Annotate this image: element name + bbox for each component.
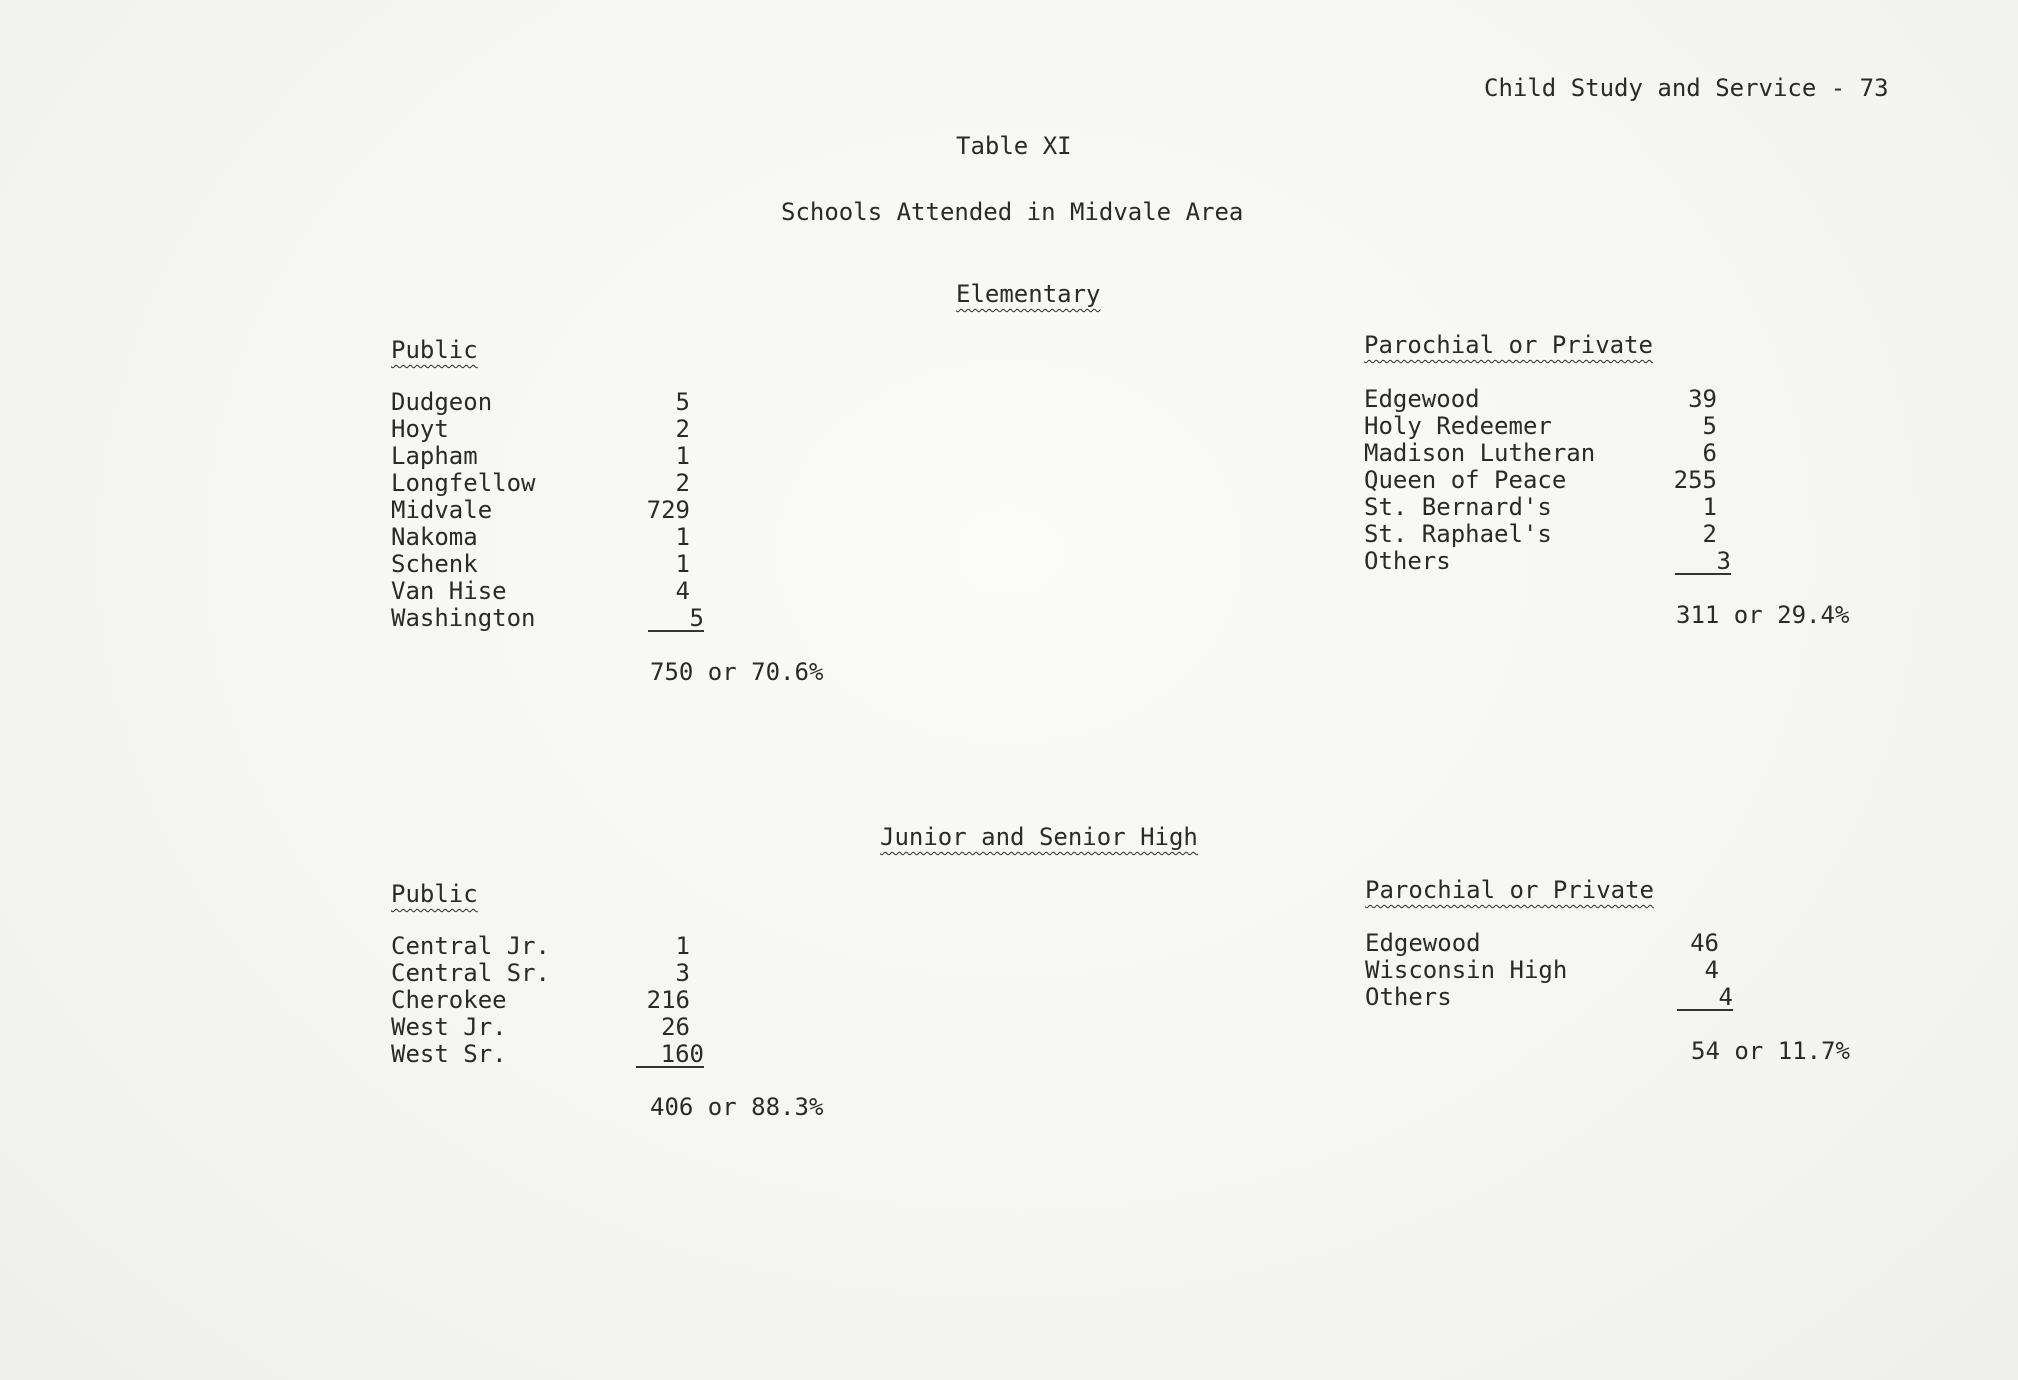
list-item-count: 255 <box>1673 466 1717 494</box>
list-item: Van Hise <box>391 577 507 605</box>
list-item-count: 729 <box>646 496 690 524</box>
high-private-total: 54 or 11.7% <box>1691 1037 1850 1065</box>
list-item-count: 4 <box>675 577 690 605</box>
list-item-count: 1 <box>675 523 690 551</box>
list-item-count: 5 <box>648 606 704 632</box>
list-item: Others <box>1365 983 1452 1011</box>
list-item-count: 4 <box>1704 956 1719 984</box>
list-item-count: 1 <box>675 932 690 960</box>
list-item: West Sr. <box>391 1040 507 1068</box>
list-item: St. Raphael's <box>1364 520 1552 548</box>
list-item-count: 26 <box>661 1013 690 1041</box>
list-item: West Jr. <box>391 1013 507 1041</box>
list-item-count: 2 <box>675 469 690 497</box>
list-item: Wisconsin High <box>1365 956 1568 984</box>
elementary-private-heading: Parochial or Private <box>1364 331 1653 359</box>
list-item-count: 5 <box>675 388 690 416</box>
list-item-count: 2 <box>675 415 690 443</box>
list-item-count: 216 <box>646 986 690 1014</box>
high-public-heading: Public <box>391 880 478 908</box>
list-item: Holy Redeemer <box>1364 412 1552 440</box>
list-item: Central Jr. <box>391 932 550 960</box>
list-item: St. Bernard's <box>1364 493 1552 521</box>
list-item-count: 6 <box>1702 439 1717 467</box>
list-item: Others <box>1364 547 1451 575</box>
list-item-count: 160 <box>636 1042 704 1068</box>
list-item: Cherokee <box>391 986 507 1014</box>
high-private-heading: Parochial or Private <box>1365 876 1654 904</box>
list-item-count: 2 <box>1702 520 1717 548</box>
list-item-count: 4 <box>1677 985 1733 1011</box>
running-header: Child Study and Service - 73 <box>1484 74 1889 102</box>
list-item: Washington <box>391 604 536 632</box>
list-item: Central Sr. <box>391 959 550 987</box>
list-item: Edgewood <box>1365 929 1481 957</box>
list-item: Madison Lutheran <box>1364 439 1596 467</box>
elementary-public-total: 750 or 70.6% <box>650 658 824 686</box>
high-heading: Junior and Senior High <box>880 823 1198 851</box>
list-item-count: 46 <box>1690 929 1719 957</box>
high-public-total: 406 or 88.3% <box>650 1093 824 1121</box>
list-item: Edgewood <box>1364 385 1480 413</box>
list-item: Midvale <box>391 496 493 524</box>
list-item-count: 3 <box>1675 549 1731 575</box>
elementary-private-total: 311 or 29.4% <box>1676 601 1850 629</box>
list-item-count: 3 <box>675 959 690 987</box>
list-item-count: 1 <box>1702 493 1717 521</box>
list-item: Queen of Peace <box>1364 466 1567 494</box>
list-item: Dudgeon <box>391 388 493 416</box>
list-item-count: 1 <box>675 550 690 578</box>
list-item: Lapham <box>391 442 478 470</box>
list-item-count: 5 <box>1702 412 1717 440</box>
table-label: Table XI <box>956 132 1072 160</box>
list-item-count: 1 <box>675 442 690 470</box>
elementary-public-heading: Public <box>391 336 478 364</box>
table-title: Schools Attended in Midvale Area <box>781 198 1244 226</box>
list-item: Nakoma <box>391 523 478 551</box>
list-item-count: 39 <box>1688 385 1717 413</box>
list-item: Hoyt <box>391 415 449 443</box>
list-item: Longfellow <box>391 469 536 497</box>
list-item: Schenk <box>391 550 478 578</box>
elementary-heading: Elementary <box>956 280 1101 308</box>
